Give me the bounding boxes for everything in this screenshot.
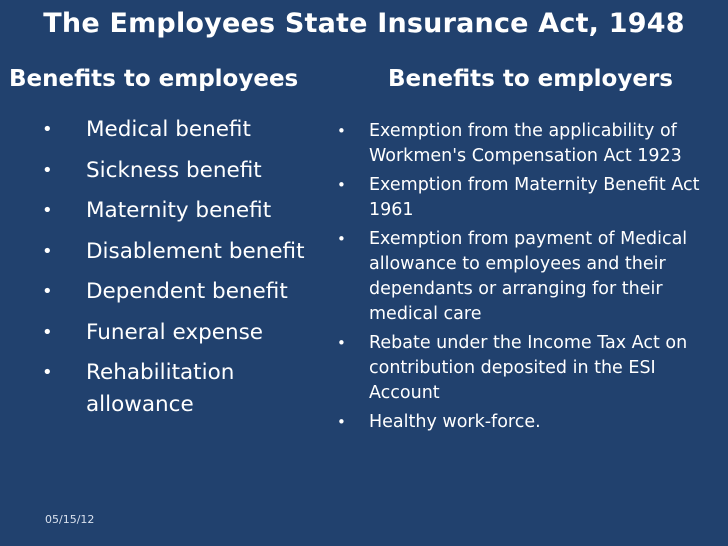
benefit-text: Disablement benefit [86, 238, 305, 264]
bullet-icon: • [42, 159, 53, 181]
benefit-text: Healthy work-force. [369, 412, 541, 432]
bullet-icon: • [337, 413, 346, 431]
benefit-text: Rebate under the Income Tax Act on contribution deposited in the ESI Account [369, 333, 688, 403]
employer-benefits-list [330, 119, 715, 439]
bullet-icon: • [42, 321, 53, 343]
list-item [40, 317, 330, 349]
slide-title: The Employees State Insurance Act, 1948 [43, 8, 685, 39]
employees-heading: Benefits to employees [9, 66, 299, 92]
bullet-icon: • [337, 122, 346, 140]
benefit-text: Dependent benefit [86, 279, 288, 304]
list-item [330, 410, 715, 435]
bullet-icon: • [42, 281, 53, 302]
list-item [40, 114, 330, 146]
bullet-icon: • [42, 240, 53, 262]
benefit-text: Rehabilitation allowance [86, 360, 235, 417]
bullet-icon: • [337, 230, 346, 248]
benefit-text: Exemption from payment of Medical allowance to employees and their dependants or arranging for their medical care [369, 229, 688, 324]
slide-date: 05/15/12 [45, 513, 95, 526]
list-item [40, 276, 330, 308]
list-item [40, 236, 330, 268]
bullet-icon: • [337, 176, 346, 194]
list-item [330, 227, 715, 327]
benefit-text: Funeral expense [86, 319, 263, 345]
employers-heading: Benefits to employers [388, 66, 673, 92]
bullet-icon: • [42, 362, 53, 383]
bullet-icon: • [42, 200, 53, 221]
benefit-text: Exemption from Maternity Benefit Act 1961 [369, 175, 700, 220]
list-item [40, 155, 330, 187]
employee-benefits-list [40, 114, 330, 430]
bullet-icon: • [337, 334, 346, 352]
list-item [40, 357, 330, 421]
list-item [330, 119, 715, 169]
benefit-text: Exemption from the applicability of Workmen's Compensation Act 1923 [369, 121, 682, 166]
list-item [330, 331, 715, 406]
list-item [330, 173, 715, 223]
benefit-text: Maternity benefit [86, 198, 272, 223]
list-item [40, 195, 330, 227]
benefit-text: Medical benefit [86, 117, 251, 142]
bullet-icon: • [42, 119, 53, 140]
benefit-text: Sickness benefit [86, 157, 262, 183]
